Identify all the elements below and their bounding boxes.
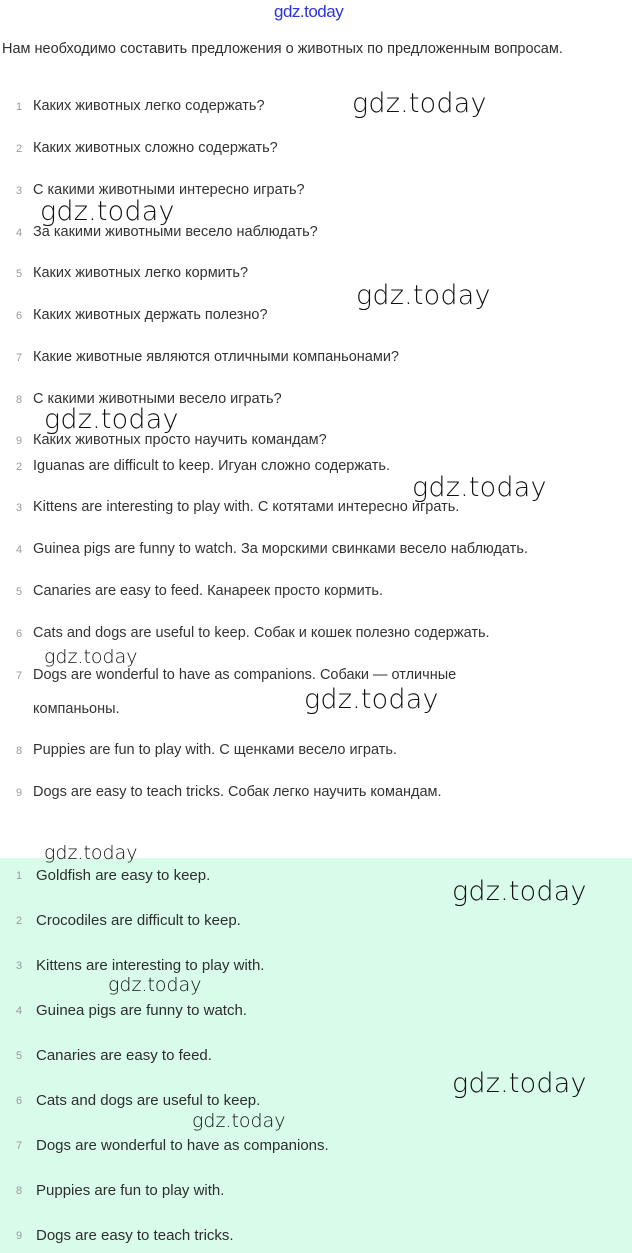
item-number: 7 xyxy=(15,1140,23,1152)
intro-paragraph: Нам необходимо составить предложения о животных по предложенным вопросам. xyxy=(2,41,563,57)
item-text: Iguanas are difficult to keep. Игуан сложно содержать. xyxy=(33,458,391,474)
item-text: Cats and dogs are useful to keep. Собак и кошек полезно содержать. xyxy=(33,625,490,641)
item-text: Kittens are interesting to play with. С котятами интересно играть. xyxy=(33,499,460,515)
answer-panel xyxy=(0,858,632,1253)
watermark: gdz.today xyxy=(108,974,202,996)
item-number: 4 xyxy=(15,227,23,239)
watermark: gdz.today xyxy=(356,280,491,311)
item-text: компаньоны. xyxy=(33,701,120,717)
item-number: 3 xyxy=(15,185,23,197)
item-text: Crocodiles are difficult to keep. xyxy=(36,912,241,929)
item-number: 8 xyxy=(15,394,23,406)
site-logo[interactable]: gdz.today xyxy=(274,2,344,21)
item-number: 3 xyxy=(15,502,23,514)
item-text: За какими животными весело наблюдать? xyxy=(33,224,318,240)
watermark: gdz.today xyxy=(44,646,138,668)
item-text: Kittens are interesting to play with. xyxy=(36,957,265,974)
item-text: Guinea pigs are funny to watch. За морскими свинками весело наблюдать. xyxy=(33,541,528,557)
item-number: 9 xyxy=(15,1230,23,1242)
item-text: Dogs are wonderful to have as companions. Собаки — отличные xyxy=(33,667,457,683)
watermark: gdz.today xyxy=(452,876,587,907)
item-text: Каких животных просто научить командам? xyxy=(33,432,327,448)
item-text: Puppies are fun to play with. xyxy=(36,1182,225,1199)
item-number: 7 xyxy=(15,670,23,682)
item-number: 2 xyxy=(15,461,23,473)
item-number: 3 xyxy=(15,960,23,972)
item-number: 4 xyxy=(15,544,23,556)
item-number: 5 xyxy=(15,268,23,280)
item-text: С какими животными весело играть? xyxy=(33,391,282,407)
item-number: 8 xyxy=(15,1185,23,1197)
item-number: 1 xyxy=(15,870,23,882)
item-text: Каких животных держать полезно? xyxy=(33,307,268,323)
item-text: Каких животных сложно содержать? xyxy=(33,140,278,156)
item-text: С какими животными интересно играть? xyxy=(33,182,305,198)
item-text: Dogs are easy to teach tricks. Собак легко научить командам. xyxy=(33,784,442,800)
item-number: 2 xyxy=(15,143,23,155)
watermark: gdz.today xyxy=(40,196,175,227)
item-text: Каких животных легко содержать? xyxy=(33,98,265,114)
item-number: 9 xyxy=(15,435,23,447)
item-number: 6 xyxy=(15,310,23,322)
item-number: 5 xyxy=(15,586,23,598)
item-text: Cats and dogs are useful to keep. xyxy=(36,1092,261,1109)
item-text: Dogs are wonderful to have as companions. xyxy=(36,1137,329,1154)
item-number: 1 xyxy=(15,101,23,113)
item-text: Dogs are easy to teach tricks. xyxy=(36,1227,234,1244)
item-text: Каких животных легко кормить? xyxy=(33,265,249,281)
item-text: Какие животные являются отличными компаньонами? xyxy=(33,349,399,365)
watermark: gdz.today xyxy=(352,88,487,119)
watermark: gdz.today xyxy=(452,1068,587,1099)
item-text: Guinea pigs are funny to watch. xyxy=(36,1002,247,1019)
watermark: gdz.today xyxy=(44,404,179,435)
item-number: 6 xyxy=(15,628,23,640)
item-number: 9 xyxy=(15,787,23,799)
item-text: Canaries are easy to feed. xyxy=(36,1047,212,1064)
item-text: Puppies are fun to play with. С щенками весело играть. xyxy=(33,742,397,758)
watermark: gdz.today xyxy=(304,684,439,715)
item-number: 2 xyxy=(15,915,23,927)
watermark: gdz.today xyxy=(412,472,547,503)
watermark: gdz.today xyxy=(44,842,138,864)
watermark: gdz.today xyxy=(192,1110,286,1132)
item-text: Canaries are easy to feed. Канареек просто кормить. xyxy=(33,583,383,599)
item-number: 8 xyxy=(15,745,23,757)
item-number: 6 xyxy=(15,1095,23,1107)
item-text: Goldfish are easy to keep. xyxy=(36,867,211,884)
item-number: 4 xyxy=(15,1005,23,1017)
item-number: 5 xyxy=(15,1050,23,1062)
item-number: 7 xyxy=(15,352,23,364)
